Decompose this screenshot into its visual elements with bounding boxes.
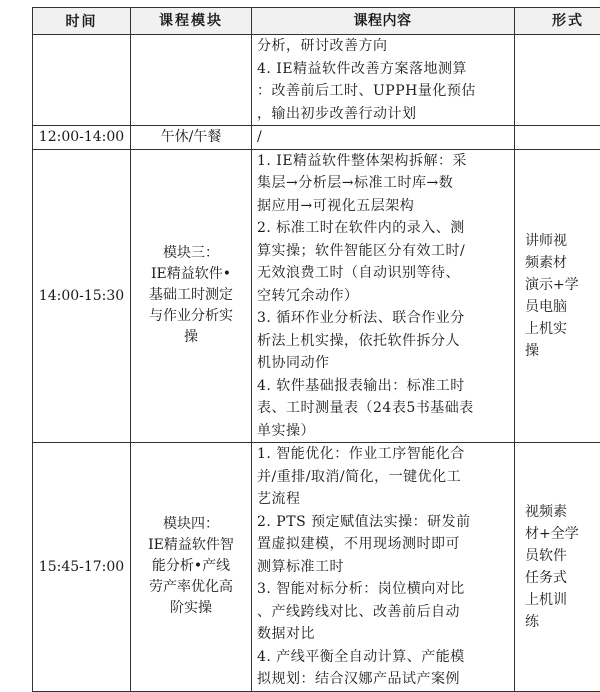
cell-time: 15:45-17:00	[33, 443, 131, 692]
cell-content-line: 数据对比	[257, 623, 508, 646]
cell-module	[131, 443, 252, 692]
cell-content-line: 算实操；软件智能区分有效工时/	[257, 240, 508, 263]
cell-form-line: 视频素	[525, 501, 600, 523]
cell-content	[252, 443, 515, 692]
cell-content-line: 无效浪费工时（自动识别等待、	[257, 262, 508, 285]
cell-form-line: 操	[525, 340, 600, 362]
cell-content-line: 并/重排/取消/简化，一键优化工	[257, 466, 508, 489]
header-time: 时间	[33, 8, 131, 35]
cell-module-line: 模块四：	[135, 514, 247, 535]
cell-module	[131, 149, 252, 443]
cell-content-line: 测算标准工时	[257, 556, 508, 579]
cell-content-line: 拟规划：结合汉娜产品试产案例	[257, 668, 508, 691]
table-row	[33, 149, 600, 443]
table-row	[33, 126, 600, 150]
header-form: 形式	[515, 8, 600, 35]
cell-form	[515, 149, 600, 443]
course-schedule-table	[32, 7, 600, 692]
cell-content-line: 置虚拟建模，不用现场测时即可	[257, 533, 508, 556]
cell-module-line: 阶实操	[135, 598, 247, 619]
cell-module-line: IE精益软件智	[135, 535, 247, 556]
cell-module-line: IE精益软件•	[135, 264, 247, 285]
cell-form	[515, 443, 600, 692]
header-module: 课程模块	[131, 8, 252, 35]
cell-form	[515, 126, 600, 150]
cell-form-line: 上机实	[525, 318, 600, 340]
cell-content	[252, 126, 515, 150]
cell-content-line: 据应用→可视化五层架构	[257, 195, 508, 218]
cell-module-line: 午休/午餐	[135, 127, 247, 148]
cell-content-line: 4. IE精益软件改善方案落地测算	[257, 58, 508, 81]
cell-form	[515, 35, 600, 126]
cell-module-line: 操	[135, 327, 247, 348]
cell-content-line: 2. PTS 预定赋值法实操：研发前	[257, 511, 508, 534]
cell-time: 14:00-15:30	[33, 149, 131, 443]
cell-form-line: 练	[525, 611, 600, 633]
cell-content-line: 机协同动作	[257, 352, 508, 375]
cell-content-line: 表、工时测量表（24表5书基础表	[257, 397, 508, 420]
cell-module	[131, 126, 252, 150]
cell-form-line: 频素材	[525, 252, 600, 274]
cell-content	[252, 149, 515, 443]
cell-content-line: 4. 产线平衡全自动计算、产能模	[257, 646, 508, 669]
cell-form-line: 演示+学	[525, 274, 600, 296]
cell-content-line: 3. 智能对标分析：岗位横向对比	[257, 578, 508, 601]
cell-content-line: 分析，研讨改善方向	[257, 35, 508, 58]
cell-content-line: 1. 智能优化：作业工序智能化合	[257, 443, 508, 466]
cell-content-line: 、产线跨线对比、改善前后自动	[257, 601, 508, 624]
cell-content-line: 4. 软件基础报表输出：标准工时	[257, 375, 508, 398]
cell-module-line: 模块三：	[135, 243, 247, 264]
cell-form-line: 员软件	[525, 545, 600, 567]
cell-form-line: 讲师视	[525, 230, 600, 252]
cell-content-line: 析法上机实操，依托软件拆分人	[257, 330, 508, 353]
cell-module	[131, 35, 252, 126]
cell-content-line: 1. IE精益软件整体架构拆解：采	[257, 150, 508, 173]
cell-content-line: 3. 循环作业分析法、联合作业分	[257, 307, 508, 330]
header-content: 课程内容	[252, 8, 515, 35]
cell-content-line: 空转冗余动作）	[257, 285, 508, 308]
cell-content-line: 集层→分析层→标准工时库→数	[257, 172, 508, 195]
table-row	[33, 443, 600, 692]
cell-time	[33, 35, 131, 126]
cell-form-line: 员电脑	[525, 296, 600, 318]
cell-content-line: /	[257, 126, 508, 149]
cell-content-line: ，输出初步改善行动计划	[257, 103, 508, 126]
cell-form-line: 上机训	[525, 589, 600, 611]
table-header-row	[33, 8, 600, 35]
cell-content-line: 艺流程	[257, 488, 508, 511]
cell-content-line: 单实操）	[257, 420, 508, 443]
cell-module-line: 能分析•产线	[135, 556, 247, 577]
table-row	[33, 35, 600, 126]
cell-module-line: 劳产率优化高	[135, 577, 247, 598]
cell-time: 12:00-14:00	[33, 126, 131, 150]
cell-module-line: 与作业分析实	[135, 306, 247, 327]
cell-content-line: ：改善前后工时、UPPH量化预估	[257, 80, 508, 103]
cell-content	[252, 35, 515, 126]
cell-form-line: 任务式	[525, 567, 600, 589]
cell-form-line: 材+全学	[525, 523, 600, 545]
cell-module-line: 基础工时测定	[135, 285, 247, 306]
cell-content-line: 2. 标准工时在软件内的录入、测	[257, 217, 508, 240]
